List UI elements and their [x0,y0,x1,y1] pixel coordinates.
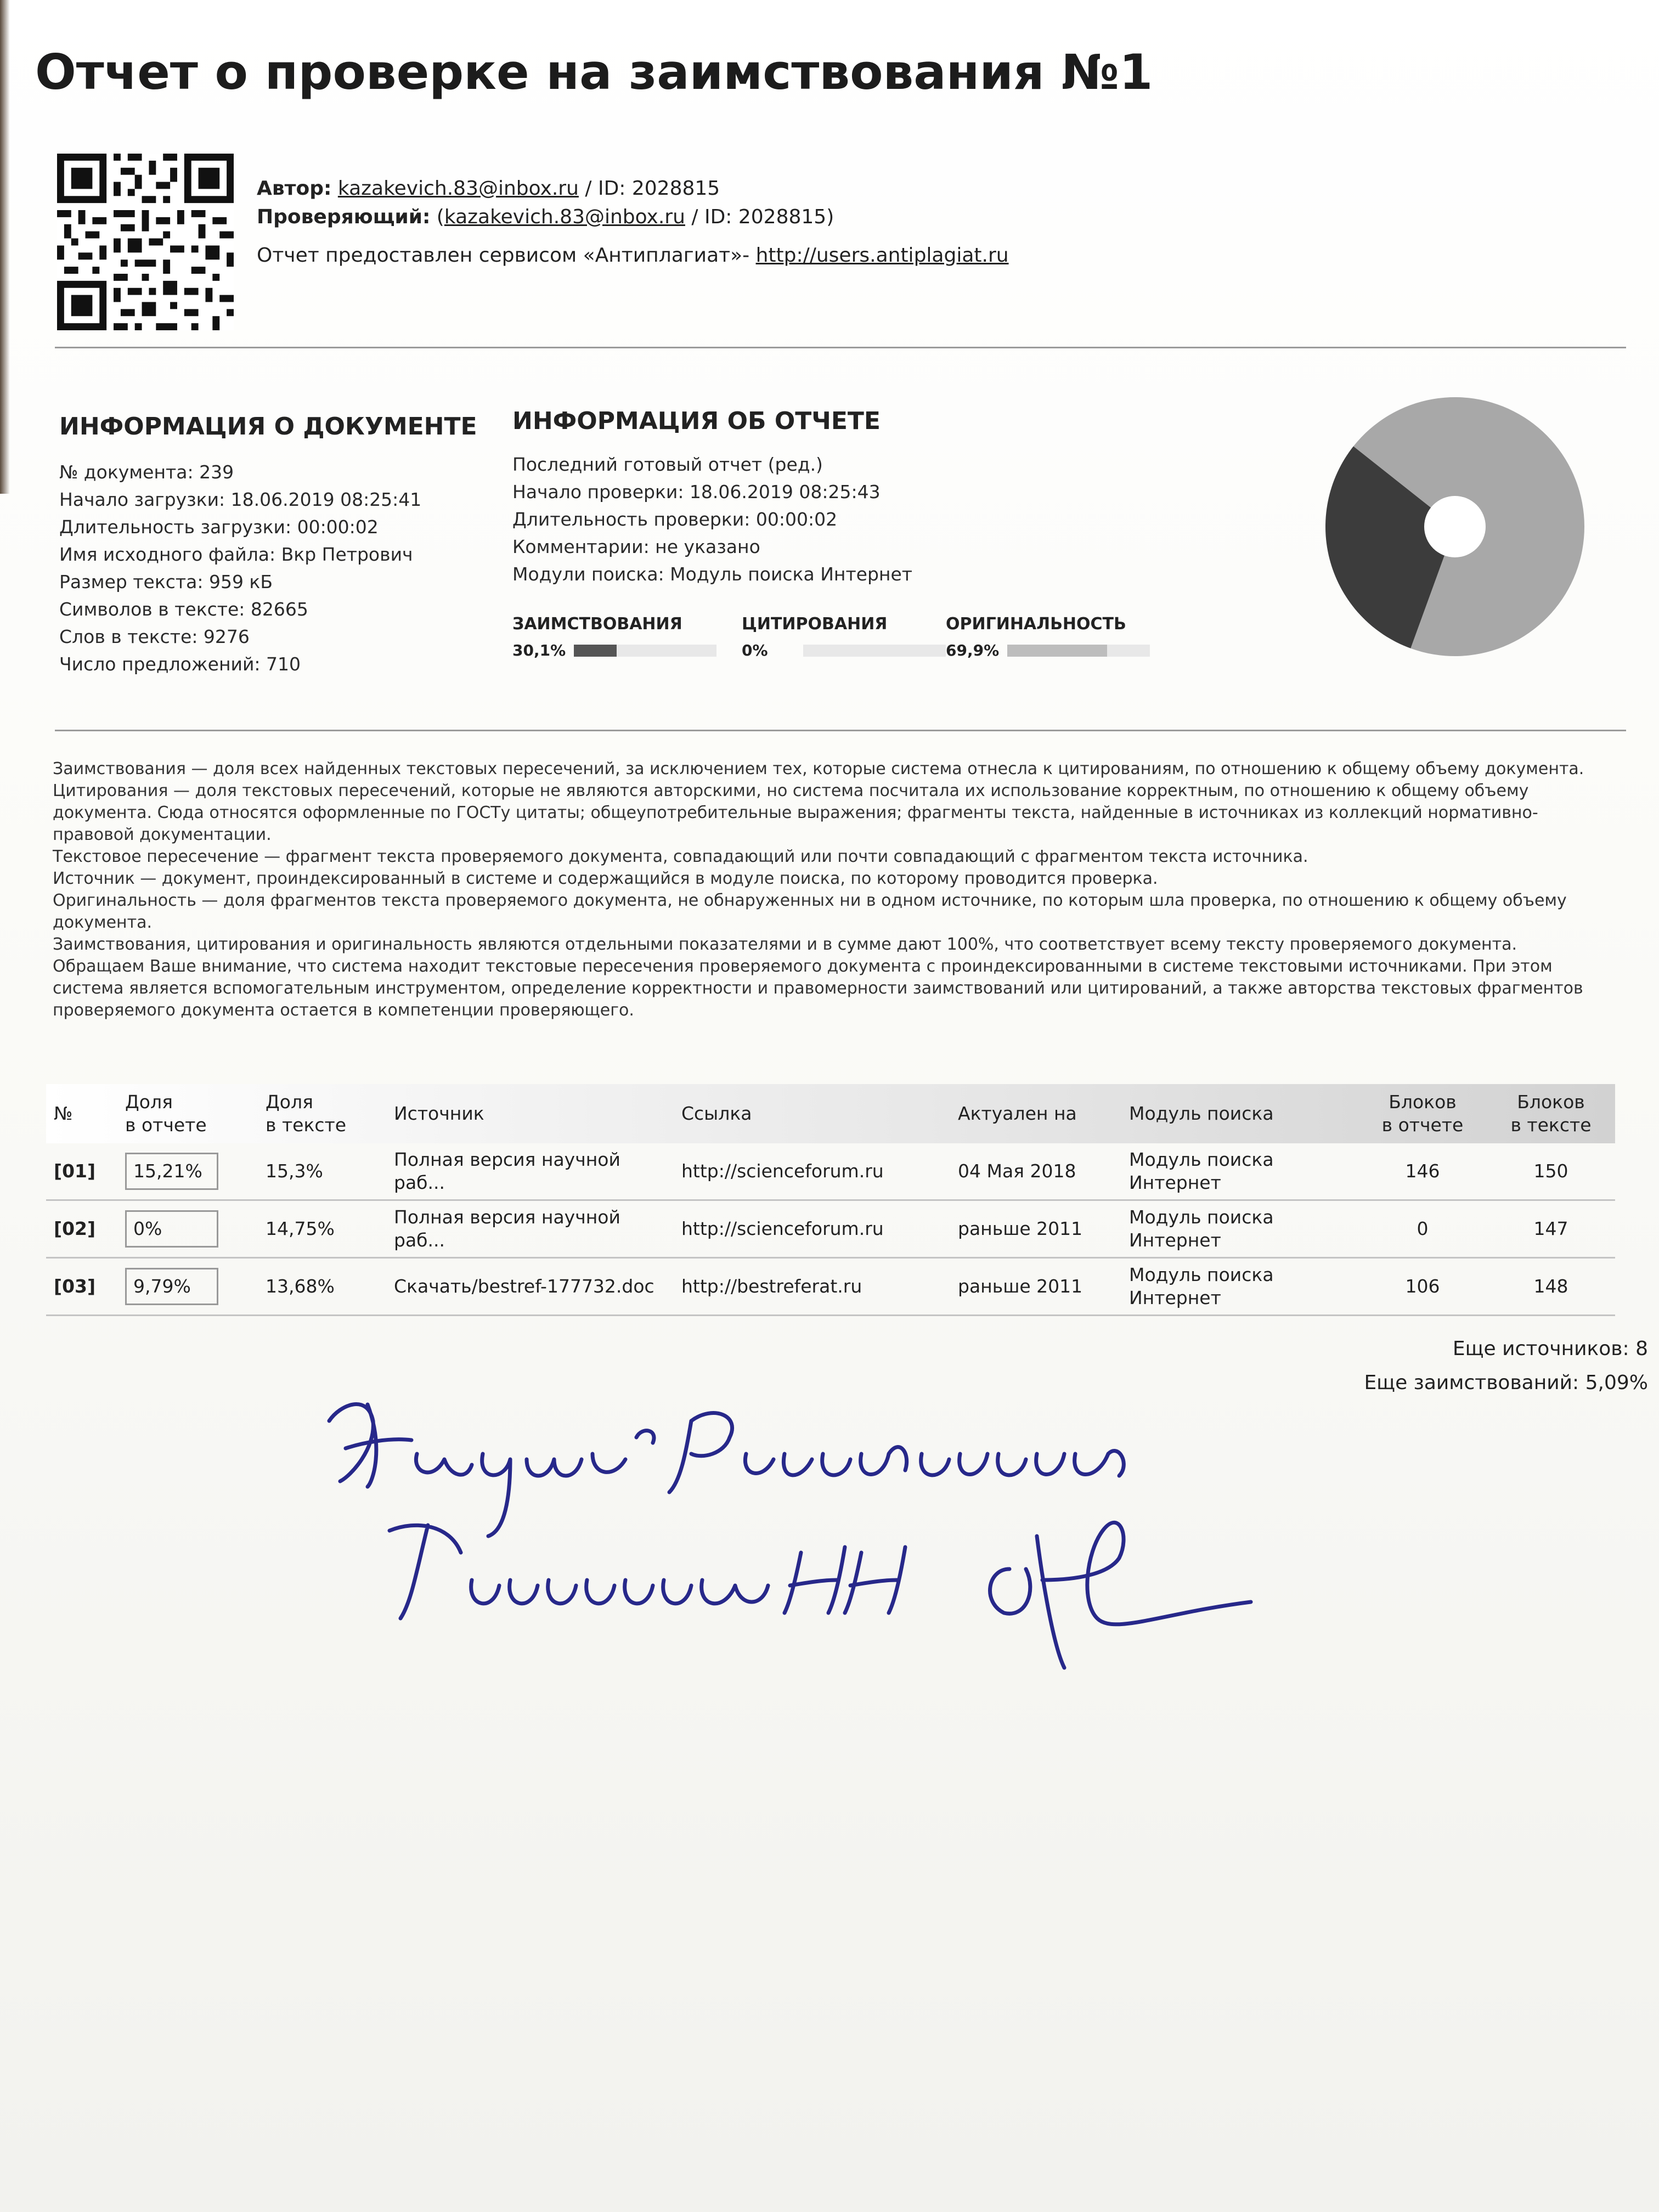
definition-paragraph: Заимствования — доля всех найденных текстовых пересечений, за исключением тех, которые система отнесла к цитированиям, по отношению к общему объему документа. [53,759,1584,778]
row-module-line2: Интернет [1129,1229,1221,1251]
row-module-line1: Модуль поиска [1129,1264,1274,1285]
stat-borrowings-bar [574,645,716,657]
stat-citations-label: ЦИТИРОВАНИЯ [742,614,888,634]
stat-originality-value: 69,9% [946,641,1000,659]
table-row [46,1200,1615,1258]
col-share-report-line2: в отчете [125,1114,207,1136]
divider [55,730,1626,731]
stat-borrowings-fill [574,645,617,657]
col-share-report [117,1084,258,1143]
author-id: / ID: 2028815 [578,177,720,200]
row-module [1121,1200,1358,1258]
col-share-text-line2: в тексте [266,1114,347,1136]
row-actual: раньше 2011 [950,1200,1121,1258]
row-link: http://scienceforum.ru [674,1143,950,1200]
col-blocks-report-line1: Блоков [1389,1091,1457,1113]
checker-email-link: kazakevich.83@inbox.ru [444,206,685,228]
row-blocks-text: 148 [1487,1258,1615,1316]
author-email-link: kazakevich.83@inbox.ru [337,177,579,200]
definition-paragraph: Цитирования — доля текстовых пересечений, которые не являются авторскими, но система посчитала их использование корректным, по отношению к общему объему документа. Сюда относятся оформленные по ГОСТу цитаты; общеупотребительные выражения; фрагменты текста, найденные в источниках из коллекций нормативно-правовой документации. [53,781,1538,844]
col-blocks-text [1487,1084,1615,1143]
row-module [1121,1143,1358,1200]
definition-paragraph: Оригинальность — доля фрагментов текста проверяемого документа, не обнаруженных ни в одном источнике, по которым шла проверка, по отношению к общему объему документа. [53,891,1567,932]
definition-paragraph: Обращаем Ваше внимание, что система находит текстовые пересечения проверяемого документа с проиндексированными в системе текстовыми источниками. При этом система является вспомогательным инструментом, определение корректности и правомерности заимствований или цитирований, а также авторства текстовых фрагментов проверяемого документа остается в компетенции проверяющего. [53,957,1583,1020]
row-link: http://scienceforum.ru [674,1200,950,1258]
definitions-text [53,758,1611,1022]
col-blocks-report-line2: в отчете [1381,1114,1464,1136]
row-source: Скачать/bestref-177732.doc [386,1258,674,1316]
originality-donut-chart [1323,395,1587,658]
doc-info-line: Символов в тексте: 82665 [59,599,308,620]
doc-info-line: Число предложений: 710 [59,653,301,675]
table-header-row [46,1084,1615,1143]
row-share-text: 13,68% [258,1258,386,1316]
row-source: Полная версия научной раб... [386,1200,674,1258]
report-info-line: Длительность проверки: 00:00:02 [512,509,838,530]
checker-label: Проверяющий: [257,206,431,228]
doc-info-line: Размер текста: 959 кБ [59,571,273,592]
handwritten-signature [307,1372,1569,1701]
report-info-line: Начало проверки: 18.06.2019 08:25:43 [512,481,881,503]
row-num: [02] [46,1200,117,1258]
table-row [46,1143,1615,1200]
col-module: Модуль поиска [1129,1103,1274,1124]
col-num: № [54,1103,73,1124]
author-row [257,174,1009,203]
stat-citations-value: 0% [742,641,768,659]
row-share-text: 14,75% [258,1200,386,1258]
author-label: Автор: [257,177,332,200]
table-row [46,1258,1615,1316]
divider [55,347,1626,348]
stat-originality-bar [1007,645,1150,657]
doc-info-line: № документа: 239 [59,461,234,483]
paper-edge-shadow [0,0,10,494]
row-num: [03] [46,1258,117,1316]
sources-table [46,1084,1659,1316]
row-share-report-box: 9,79% [125,1268,218,1305]
report-info-line: Последний готовый отчет (ред.) [512,454,823,475]
qr-code-icon [57,154,234,330]
row-module-line1: Модуль поиска [1129,1206,1274,1228]
row-blocks-report: 0 [1358,1200,1487,1258]
row-module [1121,1258,1358,1316]
col-blocks-text-line2: в тексте [1510,1114,1592,1136]
service-link: http://users.antiplagiat.ru [755,244,1009,267]
definition-paragraph: Заимствования, цитирования и оригинальность являются отдельными показателями и в сумме дают 100%, что соответствует всему тексту проверяемого документа. [53,935,1517,954]
col-share-text [258,1084,386,1143]
checker-row [257,203,1009,232]
report-info-list [512,451,912,588]
col-source: Источник [394,1103,484,1124]
row-blocks-report: 146 [1358,1143,1487,1200]
row-num: [01] [46,1143,117,1200]
row-blocks-text: 147 [1487,1200,1615,1258]
report-meta [257,174,1009,270]
row-share-report-box: 15,21% [125,1153,218,1190]
report-info-line: Комментарии: не указано [512,536,760,557]
service-row [257,241,1009,270]
col-blocks-text-line1: Блоков [1517,1091,1585,1113]
row-module-line2: Интернет [1129,1172,1221,1193]
row-actual: раньше 2011 [950,1258,1121,1316]
stat-originality [946,614,1150,659]
donut-hole [1424,496,1486,557]
col-link: Ссылка [681,1103,752,1124]
report-info-line: Модули поиска: Модуль поиска Интернет [512,563,913,585]
row-module-line2: Интернет [1129,1287,1221,1308]
col-share-report-line1: Доля [125,1091,173,1113]
row-share-report [117,1143,258,1200]
doc-info-line: Длительность загрузки: 00:00:02 [59,516,379,538]
extra-borrowings-value: Еще заимствований: 5,09% [1364,1372,1648,1394]
row-blocks-text: 150 [1487,1143,1615,1200]
col-blocks-report [1358,1084,1487,1143]
stat-originality-label: ОРИГИНАЛЬНОСТЬ [946,614,1126,634]
col-actual: Актуален на [958,1103,1077,1124]
doc-info-heading: ИНФОРМАЦИЯ О ДОКУМЕНТЕ [59,413,477,441]
extra-sources-count: Еще источников: 8 [1452,1338,1648,1360]
definition-paragraph: Текстовое пересечение — фрагмент текста проверяемого документа, совпадающий или почти совпадающий с фрагментом текста источника. [53,847,1308,866]
row-link: http://bestreferat.ru [674,1258,950,1316]
definition-paragraph: Источник — документ, проиндексированный в системе и содержащийся в модуле поиска, по которому проводится проверка. [53,869,1158,888]
row-share-text: 15,3% [258,1143,386,1200]
row-source: Полная версия научной раб... [386,1143,674,1200]
stat-borrowings-label: ЗАИМСТВОВАНИЯ [512,614,682,634]
doc-info-line: Начало загрузки: 18.06.2019 08:25:41 [59,489,422,510]
stat-originality-fill [1007,645,1107,657]
stat-borrowings-value: 30,1% [512,641,566,659]
doc-info-line: Имя исходного файла: Вкр Петрович [59,544,413,565]
page-title: Отчет о проверке на заимствования №1 [35,44,1153,100]
stat-citations-bar [803,645,946,657]
row-actual: 04 Мая 2018 [950,1143,1121,1200]
stat-borrowings [512,614,716,659]
doc-info-list [59,459,421,678]
row-blocks-report: 106 [1358,1258,1487,1316]
report-info-heading: ИНФОРМАЦИЯ ОБ ОТЧЕТЕ [512,407,881,435]
stat-citations [742,614,946,659]
row-share-report [117,1200,258,1258]
doc-info-line: Слов в тексте: 9276 [59,626,250,647]
checker-id: / ID: 2028815) [685,206,834,228]
row-share-report [117,1258,258,1316]
service-text: Отчет предоставлен сервисом «Антиплагиат»- [257,244,756,267]
col-share-text-line1: Доля [266,1091,313,1113]
checker-open: ( [430,206,444,228]
row-share-report-box: 0% [125,1210,218,1248]
row-module-line1: Модуль поиска [1129,1149,1274,1170]
